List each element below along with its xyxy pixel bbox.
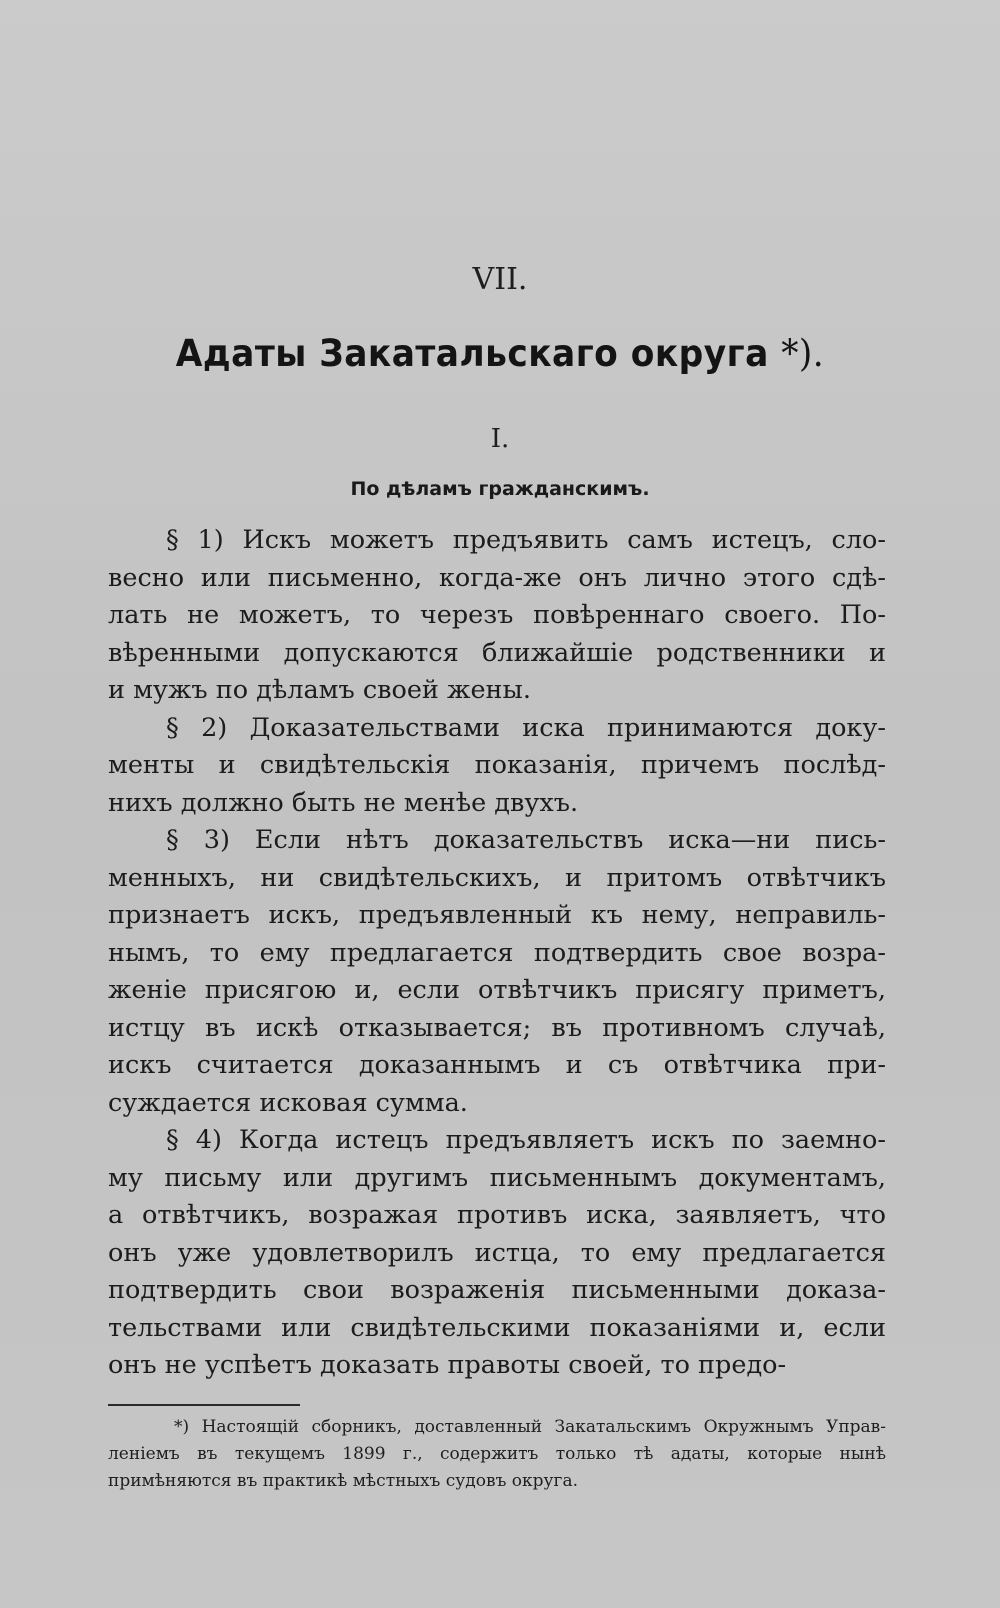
text-line: тельствами или свидѣтельскими показаніями и, если [108,1312,886,1343]
section-numeral: VII. [472,262,528,297]
text-line: § 3) Если нѣтъ доказательствъ иска—ни пись- [166,825,886,855]
subsection-heading: По дѣламъ гражданскимъ. [350,478,650,500]
text-line: нымъ, то ему предлагается подтвердить свое возра- [108,937,886,968]
text-line: вѣренными допускаются ближайшіе родственники и [108,637,886,668]
subsection-numeral: I. [490,424,510,454]
body-text [108,522,886,1385]
text-line: и мужъ по дѣламъ своей жены. [108,675,531,705]
text-line: искъ считается доказаннымъ и съ отвѣтчика при- [108,1050,886,1080]
footnote-reference: *). [781,332,825,375]
text-line: § 1) Искъ можетъ предъявить самъ истецъ, сло- [166,525,886,555]
text-line: истцу въ искѣ отказывается; въ противномъ случаѣ, [108,1012,886,1043]
title-text: Адаты Закатальскаго округа [175,332,769,375]
footnote-line: леніемъ въ текущемъ 1899 г., содержитъ только тѣ адаты, которые нынѣ [108,1444,886,1464]
text-line: а отвѣтчикъ, возражая противъ иска, заявляетъ, что [108,1200,886,1230]
paragraph [108,710,886,823]
text-line: § 2) Доказательствами иска принимаются доку- [166,712,886,743]
footnote-line: примѣняются въ практикѣ мѣстныхъ судовъ округа. [108,1471,578,1491]
paragraph [108,522,886,710]
text-line: лать не можетъ, то черезъ повѣреннаго своего. По- [108,600,886,630]
text-line: менты и свидѣтельскія показанія, причемъ послѣд- [108,750,886,780]
footnote-line: *) Настоящій сборникъ, доставленный Закатальскимъ Окружнымъ Управ- [174,1417,886,1437]
footnote-divider [108,1404,300,1406]
text-line: женіе присягою и, если отвѣтчикъ присягу приметъ, [108,975,886,1005]
page-title [35,332,965,375]
footnote [108,1414,886,1495]
text-line: менныхъ, ни свидѣтельскихъ, и притомъ отвѣтчикъ [108,862,886,893]
paragraph [108,822,886,1122]
text-line: суждается исковая сумма. [108,1087,468,1118]
text-line: весно или письменно, когда-же онъ лично этого сдѣ- [108,562,886,593]
text-line: § 4) Когда истецъ предъявляетъ искъ по заемно- [166,1125,886,1155]
text-line: подтвердить свои возраженія письменными доказа- [108,1275,886,1305]
text-line: нихъ должно быть не менѣе двухъ. [108,787,579,818]
text-line: онъ уже удовлетворилъ истца, то ему предлагается [108,1237,886,1268]
text-line: онъ не успѣетъ доказать правоты своей, то предо- [108,1350,787,1380]
text-line: му письму или другимъ письменнымъ документамъ, [108,1162,886,1193]
paragraph [108,1122,886,1385]
text-line: признаетъ искъ, предъявленный къ нему, неправиль- [108,900,886,930]
